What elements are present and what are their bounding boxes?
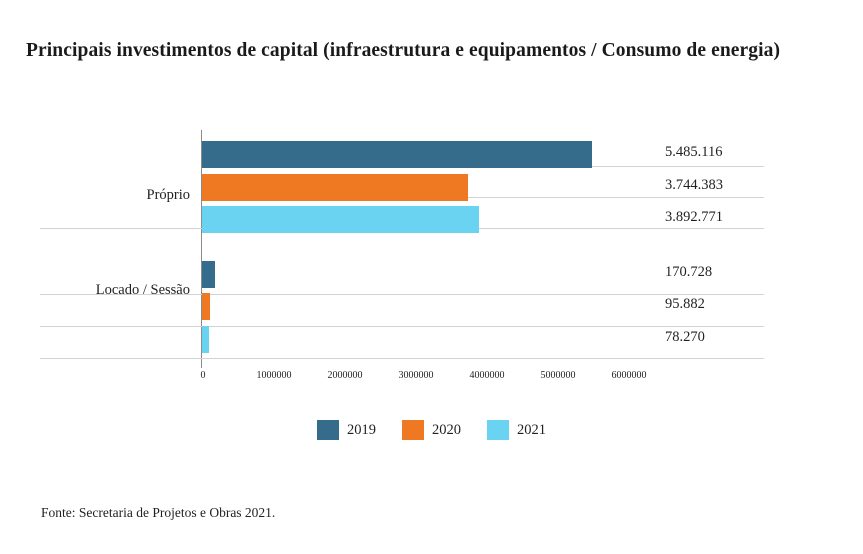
source-note: Fonte: Secretaria de Projetos e Obras 2021. xyxy=(41,505,276,520)
legend-swatch-icon-2020 xyxy=(402,420,424,440)
x-tick-0: 0 xyxy=(200,370,206,381)
legend-label-2021: 2021 xyxy=(517,421,546,438)
legend-item-2019[interactable] xyxy=(317,420,376,440)
value-underline xyxy=(460,197,764,198)
legend-label-2020: 2020 xyxy=(432,421,461,438)
row-separator xyxy=(40,358,764,359)
legend-swatch-icon-2019 xyxy=(317,420,339,440)
bar-value-locado-2020: 95.882 xyxy=(665,296,705,312)
x-tick-5: 5000000 xyxy=(540,370,576,381)
bar-proprio-2020[interactable] xyxy=(202,174,468,201)
bar-proprio-2019[interactable] xyxy=(202,141,592,168)
row-separator xyxy=(40,326,764,327)
bar-value-proprio-2020: 3.744.383 xyxy=(665,177,723,193)
legend-item-2020[interactable] xyxy=(402,420,461,440)
x-tick-3: 3000000 xyxy=(398,370,434,381)
category-label-proprio: Próprio xyxy=(146,187,190,203)
x-tick-4: 4000000 xyxy=(469,370,505,381)
page-title: Principais investimentos de capital (infraestrutura e equipamentos / Consumo de energia) xyxy=(26,40,781,61)
bar-value-locado-2021: 78.270 xyxy=(665,329,705,345)
bar-value-proprio-2021: 3.892.771 xyxy=(665,209,723,225)
legend-swatch-icon-2021 xyxy=(487,420,509,440)
bar-proprio-2021[interactable] xyxy=(202,206,479,233)
legend-item-2021[interactable] xyxy=(487,420,546,440)
bar-value-proprio-2019: 5.485.116 xyxy=(665,144,723,160)
x-tick-2: 2000000 xyxy=(327,370,363,381)
bar-locado-2020[interactable] xyxy=(202,293,210,320)
legend-label-2019: 2019 xyxy=(347,421,376,438)
bar-value-locado-2019: 170.728 xyxy=(665,264,713,280)
x-axis-ticks xyxy=(40,370,764,388)
x-tick-1: 1000000 xyxy=(256,370,292,381)
chart-plot-area xyxy=(40,130,830,380)
chart-legend xyxy=(0,420,863,440)
category-label-locado: Locado / Sessão xyxy=(95,282,190,298)
bar-locado-2019[interactable] xyxy=(202,261,215,288)
bar-locado-2021[interactable] xyxy=(202,326,209,353)
x-tick-6: 6000000 xyxy=(611,370,647,381)
